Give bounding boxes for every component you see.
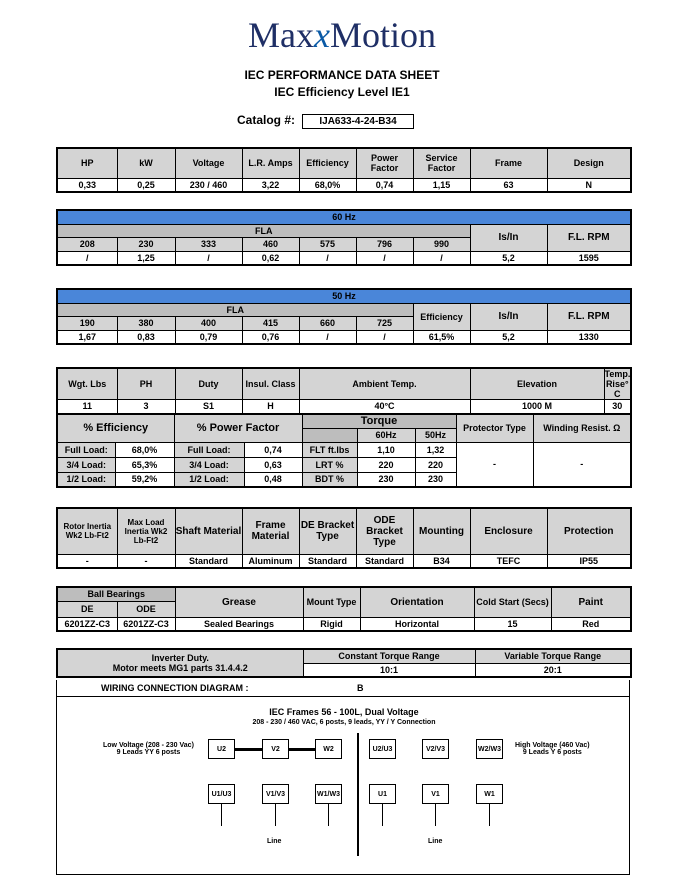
perf-row-value: 0,74 [244,442,302,457]
hdr-efficiency: Efficiency [299,148,356,178]
hdr-frame: Frame [470,148,547,178]
val-lr-amps: 3,22 [242,178,299,192]
logo: MaxxMotion [248,15,436,55]
hdr-grease: Grease [175,587,303,617]
val-frame: 63 [470,178,547,192]
hz60-val: / [175,251,242,265]
perf-row-value: 68,0% [115,442,174,457]
val-kw: 0,25 [117,178,175,192]
hdr-hp: HP [57,148,117,178]
diagram-separator [357,733,359,856]
val-weight: 11 [57,400,117,414]
catalog-number [237,113,414,129]
hdr-max-load-inertia: Max Load Inertia Wk2 Lb-Ft2 [117,508,175,554]
bearings-table [56,586,632,632]
terminal-v2: V2 [262,739,289,759]
hdr-lr-amps: L.R. Amps [242,148,299,178]
hz60-fla: FLA [57,224,470,237]
perf-table [56,413,632,488]
hz50-val: 1,67 [57,330,117,344]
inverter-table [56,648,632,678]
perf-row-label: Full Load: [57,442,115,457]
hdr-voltage: Voltage [175,148,242,178]
line-label-left: Line [267,838,282,845]
perf-col-60hz: 60Hz [357,428,415,442]
hz60-v796: 796 [356,237,413,251]
hdr-design: Design [547,148,631,178]
perf-row-value: 0,63 [244,457,302,472]
perf-row-label: BDT % [302,472,357,487]
perf-col-50hz: 50Hz [415,428,456,442]
val-temp-rise: 30 [604,400,631,414]
hdr-ph: PH [117,368,175,400]
perf-winding-label: Winding Resist. Ω [533,414,631,442]
terminal-v1: V1 [422,784,449,804]
hz50-val: 0,79 [175,330,242,344]
hz50-table [56,288,632,345]
val-ode-bracket: Standard [356,554,413,568]
terminal-u2u3: U2/U3 [369,739,396,759]
wiring-label: WIRING CONNECTION DIAGRAM : [101,683,249,693]
hdr-orientation: Orientation [360,587,474,617]
perf-pf-title: % Power Factor [174,414,302,442]
hz50-rpm: 1330 [547,330,631,344]
vt-label: Variable Torque Range [475,649,631,663]
val-ambient-temp: 40°C [299,400,470,414]
perf-protector-value: - [456,442,533,487]
hdr-frame-material: Frame Material [242,508,299,554]
hdr-power-factor: Power Factor [356,148,413,178]
perf-row-label: LRT % [302,457,357,472]
terminal-u2: U2 [208,739,235,759]
perf-row-label: 1/2 Load: [57,472,115,487]
hz60-v208: 208 [57,237,117,251]
terminal-u1: U1 [369,784,396,804]
hz50-isin-label: Is/In [470,303,547,330]
hz50-eff: 61,5% [413,330,470,344]
val-cold-start: 15 [474,617,551,631]
terminal-u1u3: U1/U3 [208,784,235,804]
perf-torque-blank [302,428,357,442]
high-voltage-label: High Voltage (460 Vac) 9 Leads Y 6 posts [515,742,590,756]
hdr-protection: Protection [547,508,631,554]
hdr-mount-type: Mount Type [303,587,360,617]
catalog-label: Catalog #: [237,113,296,127]
perf-row-value: 220 [415,457,456,472]
hdr-cold-start: Cold Start (Secs) [474,587,551,617]
bridge-u2-v2 [235,748,262,751]
hz60-val: 1,25 [117,251,175,265]
hz60-isin-label: Is/In [470,224,547,251]
hz50-v415: 415 [242,316,299,330]
hdr-shaft-material: Shaft Material [175,508,242,554]
terminal-w2w3: W2/W3 [476,739,503,759]
val-insul-class: H [242,400,299,414]
hdr-mounting: Mounting [413,508,470,554]
hdr-temp-rise: Temp. Rise° C [604,369,631,399]
hz60-v575: 575 [299,237,356,251]
hz50-val: 0,76 [242,330,299,344]
ct-value: 10:1 [303,663,475,677]
val-duty: S1 [175,400,242,414]
hz60-val: / [356,251,413,265]
val-rotor-inertia: - [57,554,117,568]
hdr-enclosure: Enclosure [470,508,547,554]
val-paint: Red [551,617,631,631]
bearings-de-value: 6201ZZ-C3 [57,617,117,631]
hz50-val: 0,83 [117,330,175,344]
perf-row-value: 1,10 [357,442,415,457]
perf-row-value: 1,32 [415,442,456,457]
perf-row-value: 0,48 [244,472,302,487]
perf-row-label: 3/4 Load: [174,457,244,472]
wiring-panel [56,680,630,875]
hz60-rpm-label: F.L. RPM [547,224,631,251]
perf-winding-value: - [533,442,631,487]
bridge-v2-w2 [289,748,315,751]
hz60-val: / [299,251,356,265]
catalog-value: IJA633-4-24-B34 [302,114,414,129]
hz60-rpm: 1595 [547,251,631,265]
lead [489,804,490,826]
hz50-v380: 380 [117,316,175,330]
hz50-fla: FLA [57,303,413,316]
perf-row-label: Full Load: [174,442,244,457]
hdr-kw: kW [117,148,175,178]
hz50-val: / [299,330,356,344]
hz50-v400: 400 [175,316,242,330]
val-grease: Sealed Bearings [175,617,303,631]
bearings-de-label: DE [57,601,117,617]
spec-table [56,147,632,193]
terminal-v2v3: V2/V3 [422,739,449,759]
perf-row-value: 230 [415,472,456,487]
doc-title: IEC PERFORMANCE DATA SHEET [244,68,440,82]
perf-row-value: 59,2% [115,472,174,487]
hz60-table [56,209,632,266]
inverter-duty: Inverter Duty. Motor meets MG1 parts 31.4.4.2 [57,649,303,677]
lead [275,804,276,826]
hz50-eff-label: Efficiency [413,303,470,330]
wiring-subtitle: 208 - 230 / 460 VAC, 6 posts, 9 leads, YY / Y Connection [252,719,436,726]
hz60-v460: 460 [242,237,299,251]
val-service-factor: 1,15 [413,178,470,192]
terminal-w2: W2 [315,739,342,759]
perf-protector-label: Protector Type [456,414,533,442]
hdr-paint: Paint [551,587,631,617]
hz50-v660: 660 [299,316,356,330]
wiring-title: IEC Frames 56 - 100L, Dual Voltage [269,707,419,717]
hz60-val: / [57,251,117,265]
perf-row-value: 230 [357,472,415,487]
doc-subtitle: IEC Efficiency Level IE1 [274,85,410,99]
val-max-load-inertia: - [117,554,175,568]
hz50-val: / [356,330,413,344]
val-protection: IP55 [547,554,631,568]
perf-eff-title: % Efficiency [57,414,174,442]
mech-table [56,507,632,569]
hz60-v990: 990 [413,237,470,251]
hz60-v230: 230 [117,237,175,251]
hz60-val: / [413,251,470,265]
val-de-bracket: Standard [299,554,356,568]
logo-x-mark: x [314,15,330,55]
hz60-isin: 5,2 [470,251,547,265]
bearings-title: Ball Bearings [57,587,175,601]
hz50-v725: 725 [356,316,413,330]
hdr-duty: Duty [175,368,242,400]
hz50-rpm-label: F.L. RPM [547,303,631,330]
terminal-v1v3: V1/V3 [262,784,289,804]
val-efficiency: 68,0% [299,178,356,192]
hz50-v190: 190 [57,316,117,330]
hdr-ode-bracket: ODE Bracket Type [356,508,413,554]
val-design: N [547,178,631,192]
hdr-ambient-temp: Ambient Temp. [299,368,470,400]
bearings-ode-label: ODE [117,601,175,617]
perf-row-value: 220 [357,457,415,472]
perf-row-label: 3/4 Load: [57,457,115,472]
val-shaft-material: Standard [175,554,242,568]
terminal-w1: W1 [476,784,503,804]
val-orientation: Horizontal [360,617,474,631]
lead [435,804,436,826]
hdr-service-factor: Service Factor [413,148,470,178]
misc-table [56,367,632,415]
wiring-value: B [357,683,364,693]
hdr-insul-class: Insul. Class [242,368,299,400]
hz60-title: 60 Hz [57,210,631,224]
low-voltage-label: Low Voltage (208 - 230 Vac) 9 Leads YY 6 posts [103,742,194,756]
val-hp: 0,33 [57,178,117,192]
hz50-title: 50 Hz [57,289,631,303]
lead [382,804,383,826]
val-enclosure: TEFC [470,554,547,568]
val-power-factor: 0,74 [356,178,413,192]
val-voltage: 230 / 460 [175,178,242,192]
val-ph: 3 [117,400,175,414]
perf-row-label: FLT ft.lbs [302,442,357,457]
line-label-right: Line [428,838,443,845]
hz60-val: 0,62 [242,251,299,265]
hdr-elevation: Elevation [470,368,604,400]
terminal-w1w3: W1/W3 [315,784,342,804]
hdr-weight: Wgt. Lbs [57,368,117,400]
lead [221,804,222,826]
lead [328,804,329,826]
val-frame-material: Aluminum [242,554,299,568]
hdr-de-bracket: DE Bracket Type [299,508,356,554]
perf-row-value: 65,3% [115,457,174,472]
val-mounting: B34 [413,554,470,568]
hdr-rotor-inertia: Rotor Inertia Wk2 Lb-Ft2 [57,508,117,554]
hz60-v333: 333 [175,237,242,251]
hz50-isin: 5,2 [470,330,547,344]
val-mount-type: Rigid [303,617,360,631]
bearings-ode-value: 6201ZZ-C3 [117,617,175,631]
wiring-divider [57,696,629,697]
perf-torque-title: Torque [302,414,456,428]
ct-label: Constant Torque Range [303,649,475,663]
val-elevation: 1000 M [470,400,604,414]
perf-row-label: 1/2 Load: [174,472,244,487]
vt-value: 20:1 [475,663,631,677]
